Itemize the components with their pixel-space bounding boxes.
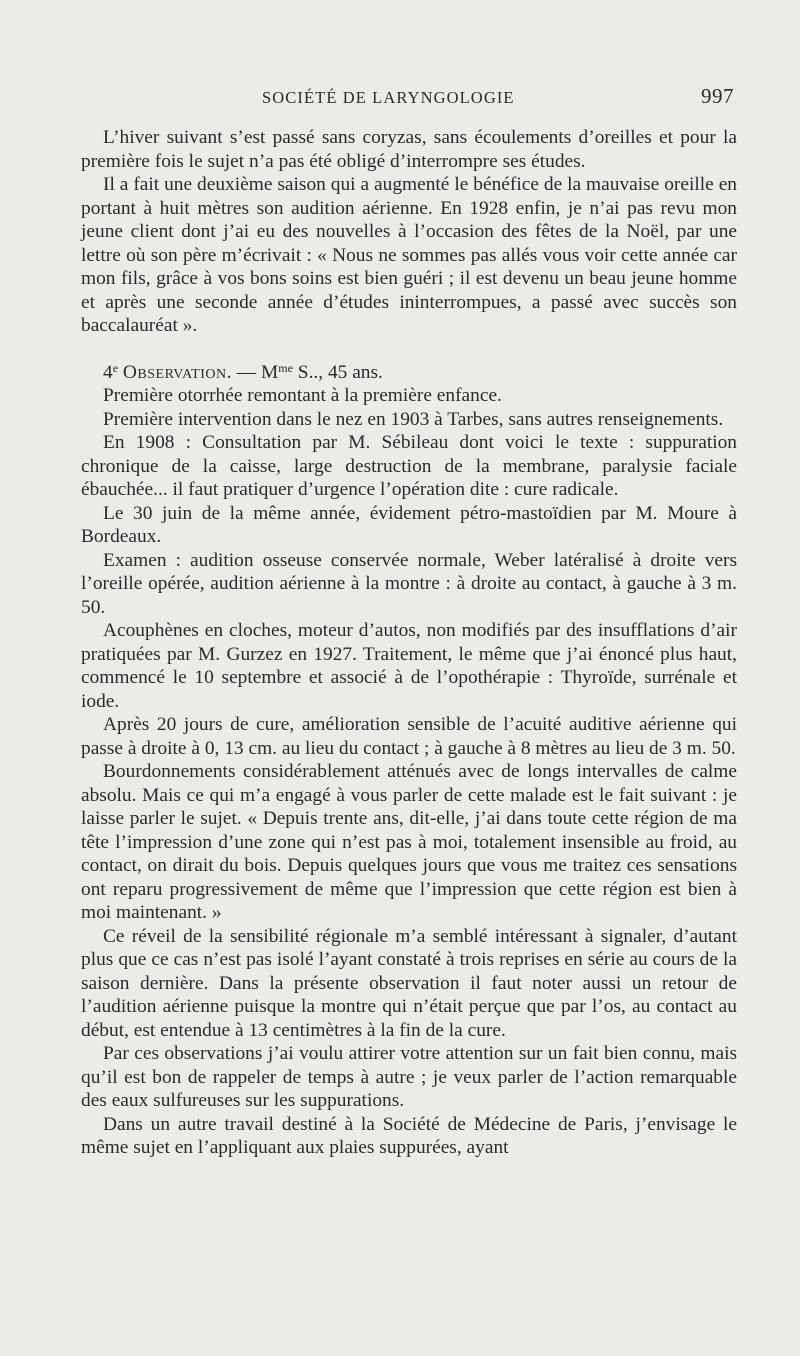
observation-label: Observation. [122, 361, 232, 383]
paragraph: Après 20 jours de cure, amélioration sensible de l’acuité auditive aérienne qui passe à droite à 0, 13 cm. au lieu du contact ; à gauche à 8 mètres au lieu de 3 m. 50. [81, 714, 737, 759]
paragraph: L’hiver suivant s’est passé sans coryzas, sans écoulements d’oreilles et pour la première fois le sujet n’a pas été obligé d’interrompre ses études. [81, 127, 737, 172]
page-number: 997 [701, 84, 734, 108]
paragraph: Il a fait une deuxième saison qui a augmenté le bénéfice de la mauvaise oreille en portant à huit mètres son audition aérienne. En 1928 enfin, je n’ai pas revu mon jeune client dont j’ai eu des nouvelles à l’occasion des fêtes de la Noël, par une lettre où son père m’écrivait : « Nous ne sommes pas allés vous voir cette année car mon fils, grâce à vos bons soins est bien guéri ; il est devenu un beau jeune homme et après une seconde année d’études ininterrompues, a passé avec succès son baccalauréat ». [81, 174, 737, 336]
observation-patient: S.., 45 ans. [292, 361, 383, 383]
observation-heading [81, 361, 737, 385]
paragraph: Première intervention dans le nez en 1903 à Tarbes, sans autres renseignements. [103, 408, 724, 430]
observation-dash: — M [231, 361, 279, 383]
paragraph: Le 30 juin de la même année, évidement pétro-mastoïdien par M. Moure à Bordeaux. [81, 502, 737, 547]
paragraph: Examen : audition osseuse conservée normale, Weber latéralisé à droite vers l’oreille opérée, audition aérienne à la montre : à droite au contact, à gauche à 3 m. 50. [81, 549, 737, 618]
paragraph: Par ces observations j’ai voulu attirer votre attention sur un fait bien connu, mais qu’il est bon de rappeler de temps à autre ; je veux parler de l’action remarquable des eaux sulfureuses sur les suppurations. [81, 1043, 737, 1111]
observation-number-suffix: e [112, 360, 119, 375]
body-text [81, 126, 737, 1160]
observation-title-suffix: me [278, 360, 293, 375]
paragraph: En 1908 : Consultation par M. Sébileau dont voici le texte : suppuration chronique de la caisse, large destruction de la membrane, paralysie faciale ébauchée... il faut pratiquer d’urgence l’opération dite : cure radicale. [81, 432, 737, 500]
paragraph: Ce réveil de la sensibilité régionale m’a semblé intéressant à signaler, d’autant plus que ce cas n’est pas isolé l’ayant constaté à trois reprises en série au cours de la saison dernière. Dans la présente observation il faut noter aussi un retour de l’audition aérienne puisque la montre qui n’était perçue que par l’os, au contact au début, est entendue à 13 centimètres à la fin de la cure. [81, 925, 737, 1041]
paragraph: Première otorrhée remontant à la première enfance. [103, 385, 502, 406]
paragraph: Bourdonnements considérablement atténués avec de longs intervalles de calme absolu. Mais ce qui m’a engagé à vous parler de cette malade est le fait suivant : je laisse parler le sujet. « Depuis trente ans, dit-elle, j’ai dans toute cette région de ma tête l’impression d’une zone qui n’est pas à moi, totalement insensible au froid, au contact, on dirait du bois. Depuis quelques jours que vous me traitez ces sensations ont reparu progressivement de même que l’impression que cette région est bien à moi maintenant. » [81, 761, 737, 923]
paragraph: Dans un autre travail destiné à la Société de Médecine de Paris, j’envisage le même sujet en l’appliquant aux plaies suppurées, ayant [81, 1113, 737, 1158]
observation-number: 4 [103, 361, 113, 383]
paragraph: Acouphènes en cloches, moteur d’autos, non modifiés par des insufflations d’air pratiquées par M. Gurzez en 1927. Traitement, le même que j’ai énoncé plus haut, commencé le 10 septembre et associé à de l’opothérapie : Thyroïde, surrénale et iode. [81, 620, 737, 712]
page-header [0, 84, 800, 114]
running-head: SOCIÉTÉ DE LARYNGOLOGIE [262, 88, 515, 107]
